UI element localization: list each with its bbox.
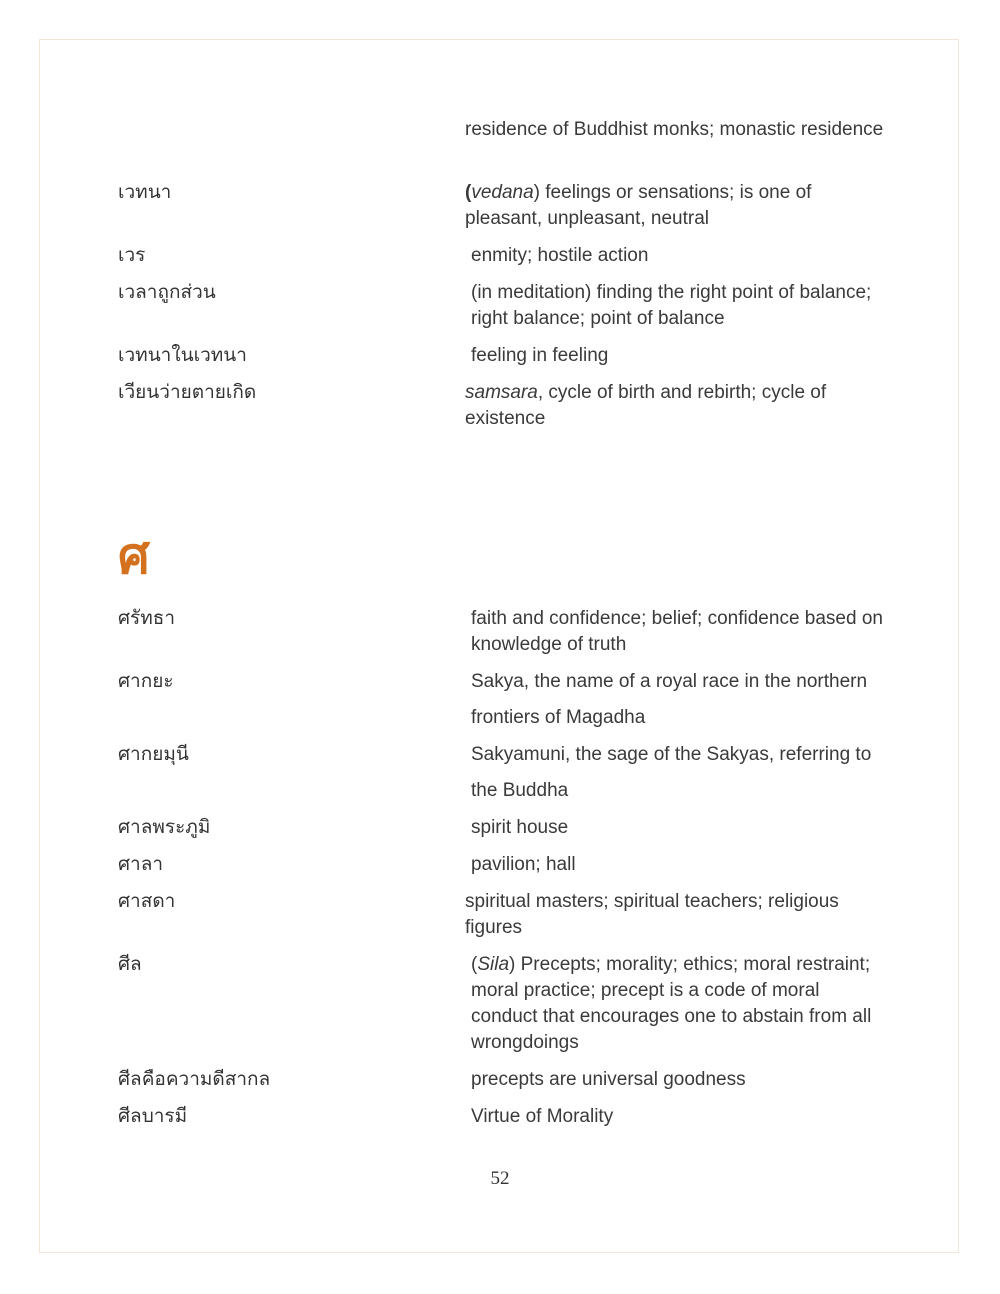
section-heading: ศ <box>118 528 150 584</box>
definition: faith and confidence; belief; confidence based on knowledge of truth <box>471 608 883 655</box>
thai-term: เวทนา <box>118 182 172 203</box>
definition: spirit house <box>471 817 569 838</box>
definition: precepts are universal goodness <box>471 1069 746 1090</box>
definition: Sakyamuni, the sage of the Sakyas, referring to the Buddha <box>471 744 872 801</box>
thai-term: ศีลบารมี <box>118 1106 188 1127</box>
definition: enmity; hostile action <box>471 245 649 266</box>
thai-term: เวร <box>118 245 146 266</box>
thai-term: เวียนว่ายตายเกิด <box>118 382 257 403</box>
thai-term: เวทนาในเวทนา <box>118 345 247 366</box>
thai-term: ศาสดา <box>118 891 176 912</box>
definition: Virtue of Morality <box>471 1106 614 1127</box>
definition: residence of Buddhist monks; monastic residence <box>465 119 884 140</box>
thai-term: ศากยมุนี <box>118 744 189 765</box>
definition: (in meditation) finding the right point of balance; right balance; point of balance <box>471 282 872 329</box>
thai-term: ศรัทธา <box>118 608 176 629</box>
thai-term: ศีลคือความดีสากล <box>118 1069 271 1090</box>
thai-term: ศาลพระภูมิ <box>118 817 211 838</box>
definition: spiritual masters; spiritual teachers; religious figures <box>465 891 839 938</box>
definition: feeling in feeling <box>471 345 609 366</box>
page-number: 52 <box>490 1168 510 1189</box>
definition: pavilion; hall <box>471 854 576 875</box>
thai-term: เวลาถูกส่วน <box>118 282 216 303</box>
definition: Sakya, the name of a royal race in the northern frontiers of Magadha <box>471 671 868 728</box>
definition: (vedana) feelings or sensations; is one of pleasant, unpleasant, neutral <box>465 182 812 229</box>
thai-term: ศาลา <box>118 854 164 875</box>
thai-term: ศากยะ <box>118 671 174 692</box>
definition: (Sila) Precepts; morality; ethics; moral restraint; moral practice; precept is a code of moral conduct that encourages one to abstain from all wrongdoings <box>471 954 872 1053</box>
definition: samsara, cycle of birth and rebirth; cycle of existence <box>465 382 827 429</box>
thai-term: ศีล <box>118 954 142 975</box>
